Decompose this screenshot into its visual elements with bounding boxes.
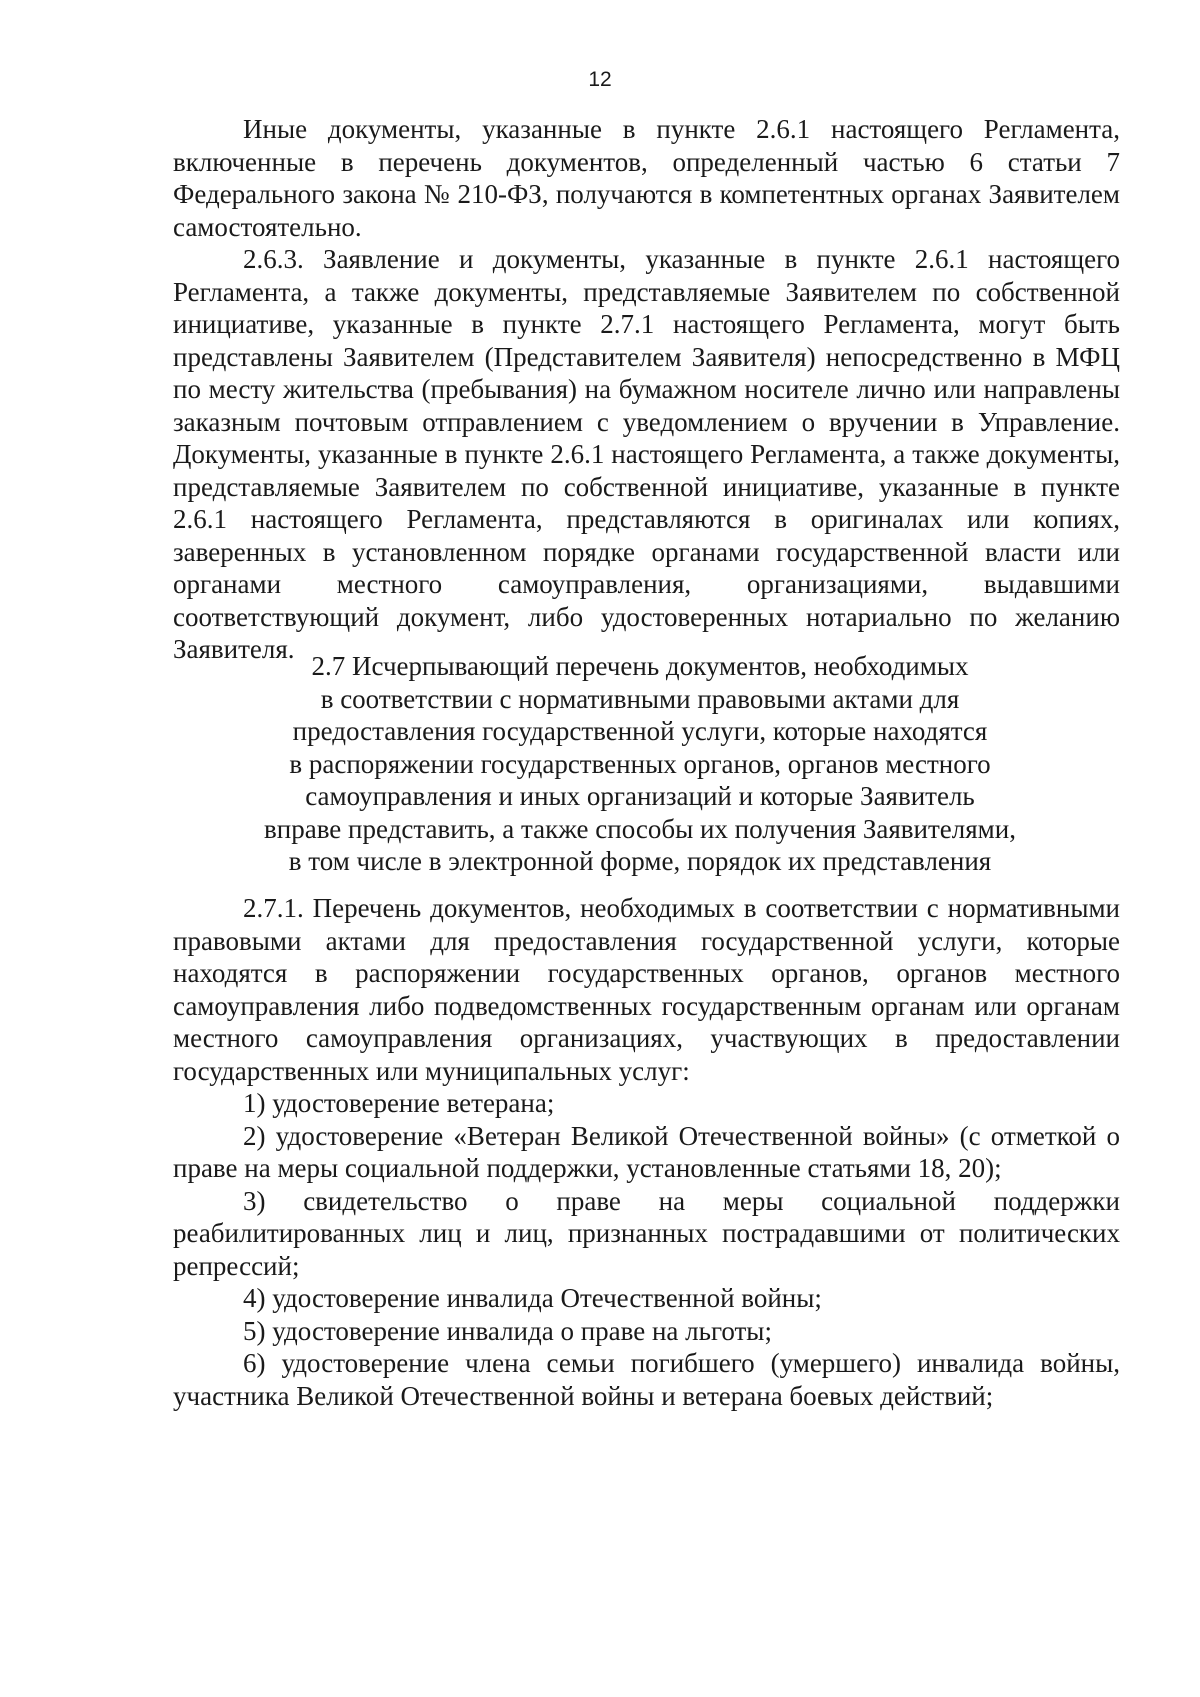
- list-item: 4) удостоверение инвалида Отечественной войны;: [243, 1283, 822, 1313]
- section-heading-text: [200, 650, 1080, 878]
- list-item: 6) удостоверение члена семьи погибшего (умершего) инвалида войны, участника Великой Отечественной войны и ветерана боевых действий;: [173, 1348, 1120, 1411]
- paragraph-other-documents: Иные документы, указанные в пункте 2.6.1 настоящего Регламента, включенные в перечень документов, определенный частью 6 статьи 7 Федерального закона № 210-ФЗ, получаются в компетентных органах Заявителем самостоятельно.: [173, 114, 1120, 242]
- paragraph-2-6-3: 2.6.3. Заявление и документы, указанные в пункте 2.6.1 настоящего Регламента, а также документы, представляемые Заявителем по собственной инициативе, указанные в пункте 2.7.1 настоящего Регламента, могут быть представлены Заявителем (Представителем Заявителя) непосредственно в МФЦ по месту жительства (пребывания) на бумажном носителе лично или направлены заказным почтовым отправлением с уведомлением о вручении в Управление. Документы, указанные в пункте 2.6.1 настоящего Регламента, а также документы, представляемые Заявителем по собственной инициативе, указанные в пункте 2.6.1 настоящего Регламента, представляются в оригиналах или копиях, заверенных в установленном порядке органами государственной власти или органами местного самоуправления, организациями, выдавшими соответствующий документ, либо удостоверенных нотариально по желанию Заявителя.: [173, 244, 1120, 664]
- list-item: 5) удостоверение инвалида о праве на льготы;: [243, 1315, 772, 1346]
- intro-block: [173, 113, 1120, 666]
- heading-line: в том числе в электронной форме, порядок их представления: [288, 846, 992, 876]
- list-item: 1) удостоверение ветерана;: [243, 1088, 555, 1118]
- paragraph-2-7-1: 2.7.1. Перечень документов, необходимых в соответствии с нормативными правовыми актами для предоставления государственной услуги, которые находятся в распоряжении государственных органов, органов местного самоуправления либо подведомственных государственным органам или органам местного самоуправления организациях, участвующих в предоставлении государственных или муниципальных услуг:: [173, 893, 1120, 1086]
- clause-2-7-1-block: [173, 892, 1120, 1412]
- list-item: 3) свидетельство о праве на меры социальной поддержки реабилитированных лиц и лиц, признанных пострадавшими от политических репрессий;: [173, 1185, 1120, 1281]
- page-number: 12: [588, 68, 612, 91]
- heading-line: самоуправления и иных организаций и которые Заявитель: [305, 781, 975, 811]
- heading-line: в соответствии с нормативными правовыми актами для: [320, 683, 960, 714]
- list-item: 2) удостоверение «Ветеран Великой Отечественной войны» (с отметкой о праве на меры социальной поддержки, установленные статьями 18, 20);: [173, 1120, 1120, 1183]
- heading-line: вправе представить, а также способы их получения Заявителями,: [264, 813, 1016, 844]
- heading-line: предоставления государственной услуги, которые находятся: [292, 716, 988, 746]
- heading-line: в распоряжении государственных органов, органов местного: [289, 748, 991, 779]
- heading-line: 2.7 Исчерпывающий перечень документов, необходимых: [311, 651, 969, 681]
- section-heading-2-7: [200, 650, 1080, 878]
